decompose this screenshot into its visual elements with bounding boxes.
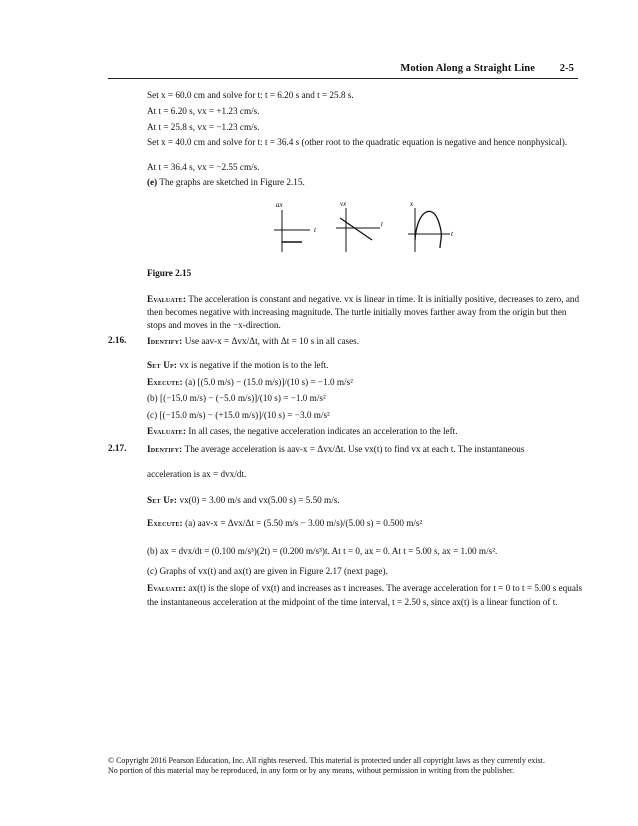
p217-evaluate xyxy=(147,581,587,609)
figure-caption: Figure 2.15 xyxy=(147,268,192,278)
problem-2-17-number: 2.17. xyxy=(108,443,127,453)
p217-identify-cont: acceleration is ax = dvx/dt. xyxy=(147,469,247,479)
text-line-4: Set x = 40.0 cm and solve for t: t = 36.4 s (other root to the quadratic equation is negative and hence nonphysical). xyxy=(147,137,568,147)
graph1-ylabel: ax xyxy=(276,201,283,209)
p216-setup xyxy=(147,359,328,371)
evaluate-heading: Evaluate: xyxy=(147,294,187,304)
graph2-xlabel: t xyxy=(381,220,383,228)
graph2-ylabel: vx xyxy=(340,200,347,208)
p216-part-a: (a) [(5.0 m/s) − (15.0 m/s)]/(10 s) = −1.0 m/s² xyxy=(185,377,353,387)
graph3-xlabel: t xyxy=(451,230,453,238)
p216-identify-text: Use aav-x = Δvx/Δt, with Δt = 10 s in all cases. xyxy=(184,336,360,346)
text-line-2: At t = 6.20 s, vx = +1.23 cm/s. xyxy=(147,106,260,116)
p216-execute-heading: Execute: xyxy=(147,377,183,387)
evaluate-paragraph xyxy=(147,293,587,332)
footer-line-1: © Copyright 2016 Pearson Education, Inc. All rights reserved. This material is protected under all copyright laws as they currently exist. xyxy=(108,756,545,765)
text-line-1: Set x = 60.0 cm and solve for t: t = 6.20 s and t = 25.8 s. xyxy=(147,90,354,100)
p217-identify-heading: Identify: xyxy=(147,444,183,454)
p217-evaluate-heading: Evaluate: xyxy=(147,583,187,593)
p217-setup-heading: Set Up: xyxy=(147,495,178,505)
p216-evaluate-heading: Evaluate: xyxy=(147,426,187,436)
evaluate-text: The acceleration is constant and negative. vx is linear in time. It is initially positive, decreases to zero, and then becomes negative with increasing magnitude. The turtle initially moves farther away from the origin but then stops and moves in the −x-direction. xyxy=(147,294,580,330)
part-e-text: The graphs are sketched in Figure 2.15. xyxy=(157,177,305,187)
p216-evaluate-text: In all cases, the negative acceleration indicates an acceleration to the left. xyxy=(188,426,458,436)
p216-evaluate xyxy=(147,425,458,437)
graph-velocity xyxy=(336,200,384,252)
page-number: 2-5 xyxy=(559,63,574,74)
p216-part-b: (b) [(−15.0 m/s) − (−5.0 m/s)]/(10 s) = −1.0 m/s² xyxy=(147,393,326,403)
p217-execute-heading: Execute: xyxy=(147,518,183,528)
p217-part-c: (c) Graphs of vx(t) and ax(t) are given in Figure 2.17 (next page). xyxy=(147,566,388,576)
copyright-footer xyxy=(108,756,588,776)
p217-identify-text: The average acceleration is aav-x = Δvx/Δt. Use vx(t) to find vx at each t. The instantaneous xyxy=(184,444,525,454)
p217-part-a: (a) aav-x = Δvx/Δt = (5.50 m/s − 3.00 m/s)/(5.00 s) = 0.500 m/s² xyxy=(185,518,423,528)
p217-setup-text: vx(0) = 3.00 m/s and vx(5.00 s) = 5.50 m/s. xyxy=(179,495,340,505)
problem-2-16-number: 2.16. xyxy=(108,335,127,345)
graph3-ylabel: x xyxy=(410,200,414,208)
p217-part-b: (b) ax = dvx/dt = (0.100 m/s³)(2t) = (0.200 m/s³)t. At t = 0, ax = 0. At t = 5.00 s, ax = 1.00 m/s². xyxy=(147,546,498,556)
header-rule xyxy=(108,78,578,79)
p216-setup-text: vx is negative if the motion is to the left. xyxy=(179,360,329,370)
p217-execute xyxy=(147,517,422,529)
p216-identify xyxy=(147,335,359,347)
figure-2-15-graphs xyxy=(270,200,470,260)
p217-evaluate-text: ax(t) is the slope of vx(t) and increases as t increases. The average acceleration for t = 0 to t = 5.00 s equals the instantaneous acceleration at the midpoint of the time interval, t = 2.50 s, since ax(t) is a linear function of t. xyxy=(147,583,583,607)
p216-execute xyxy=(147,376,353,388)
p217-identify xyxy=(147,443,524,455)
p217-setup xyxy=(147,494,340,506)
part-e-label: (e) xyxy=(147,177,158,187)
text-line-3: At t = 25.8 s, vx = −1.23 cm/s. xyxy=(147,122,260,132)
p216-identify-heading: Identify: xyxy=(147,336,183,346)
running-header xyxy=(400,63,574,74)
p216-setup-heading: Set Up: xyxy=(147,360,178,370)
text-line-5: At t = 36.4 s, vx = −2.55 cm/s. xyxy=(147,162,260,172)
graph-position xyxy=(408,200,454,252)
footer-line-2: No portion of this material may be reproduced, in any form or by any means, without permission in writing from the publisher. xyxy=(108,766,515,775)
graph-acceleration xyxy=(274,201,317,252)
text-line-6 xyxy=(147,176,305,188)
header-title: Motion Along a Straight Line xyxy=(400,63,535,74)
p216-part-c: (c) [(−15.0 m/s) − (+15.0 m/s)]/(10 s) = −3.0 m/s² xyxy=(147,410,330,420)
graph1-xlabel: t xyxy=(314,226,316,234)
